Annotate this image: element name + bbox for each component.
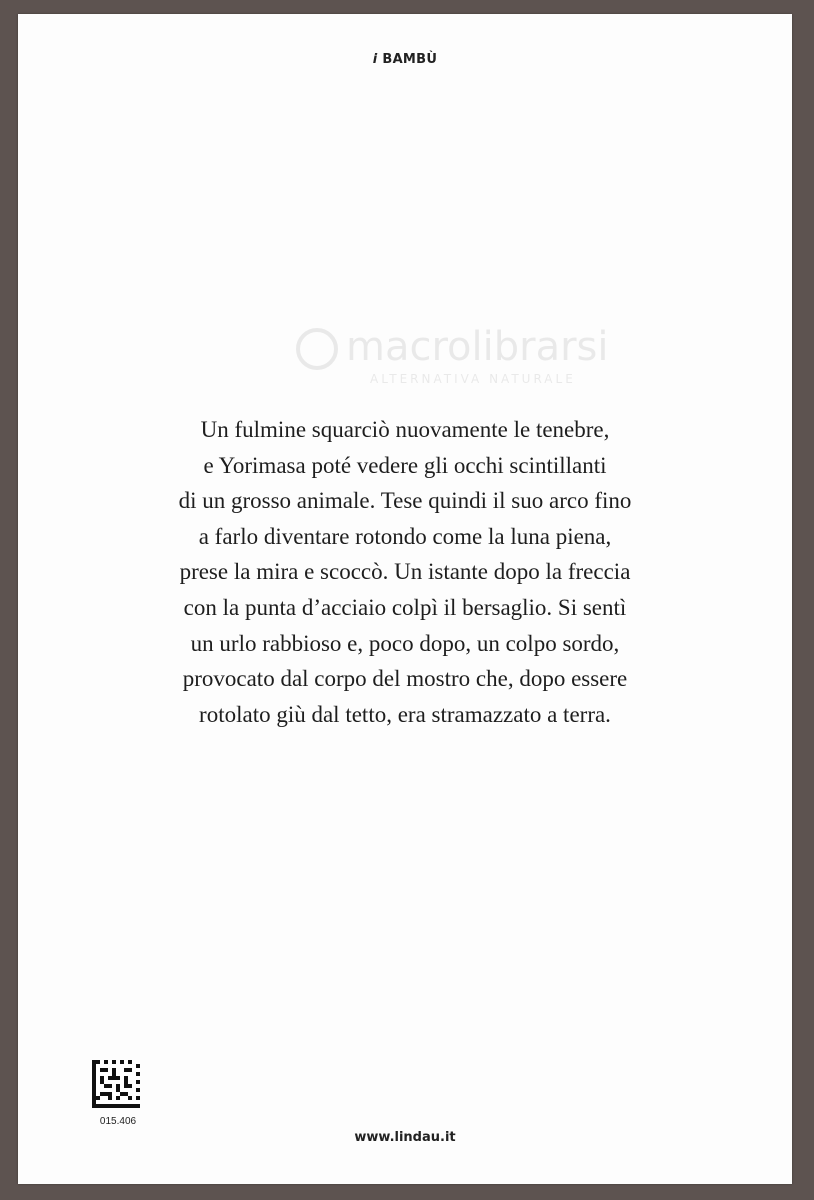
watermark [286,324,616,404]
excerpt-text [18,412,792,732]
excerpt-line: provocato dal corpo del mostro che, dopo essere [182,666,628,692]
barcode-number: 015.406 [99,1116,137,1127]
series-prefix: i [372,52,378,67]
excerpt-line: rotolato giù dal tetto, era stramazzato a terra. [199,701,611,727]
datamatrix-code-icon [92,1060,140,1108]
series-title [18,52,792,67]
excerpt-line: prese la mira e scoccò. Un istante dopo la freccia [179,559,631,585]
excerpt-line: un urlo rabbioso e, poco dopo, un colpo sordo, [190,630,620,656]
watermark-logo-icon [296,328,338,370]
watermark-main: macrolibrarsi [346,324,609,370]
publisher-website: www.lindau.it [354,1130,456,1145]
excerpt-line: a farlo diventare rotondo come la luna piena, [198,523,612,549]
excerpt-line: con la punta d’acciaio colpì il bersaglio. Si sentì [183,594,627,620]
excerpt-line: di un grosso animale. Tese quindi il suo arco fino [178,488,632,514]
excerpt-line: Un fulmine squarciò nuovamente le tenebre, [200,417,610,442]
excerpt-line: e Yorimasa poté vedere gli occhi scintillanti [203,452,607,478]
series-name: BAMBÙ [382,52,438,67]
watermark-sub: ALTERNATIVA NATURALE [370,372,576,386]
back-cover [18,14,792,1184]
